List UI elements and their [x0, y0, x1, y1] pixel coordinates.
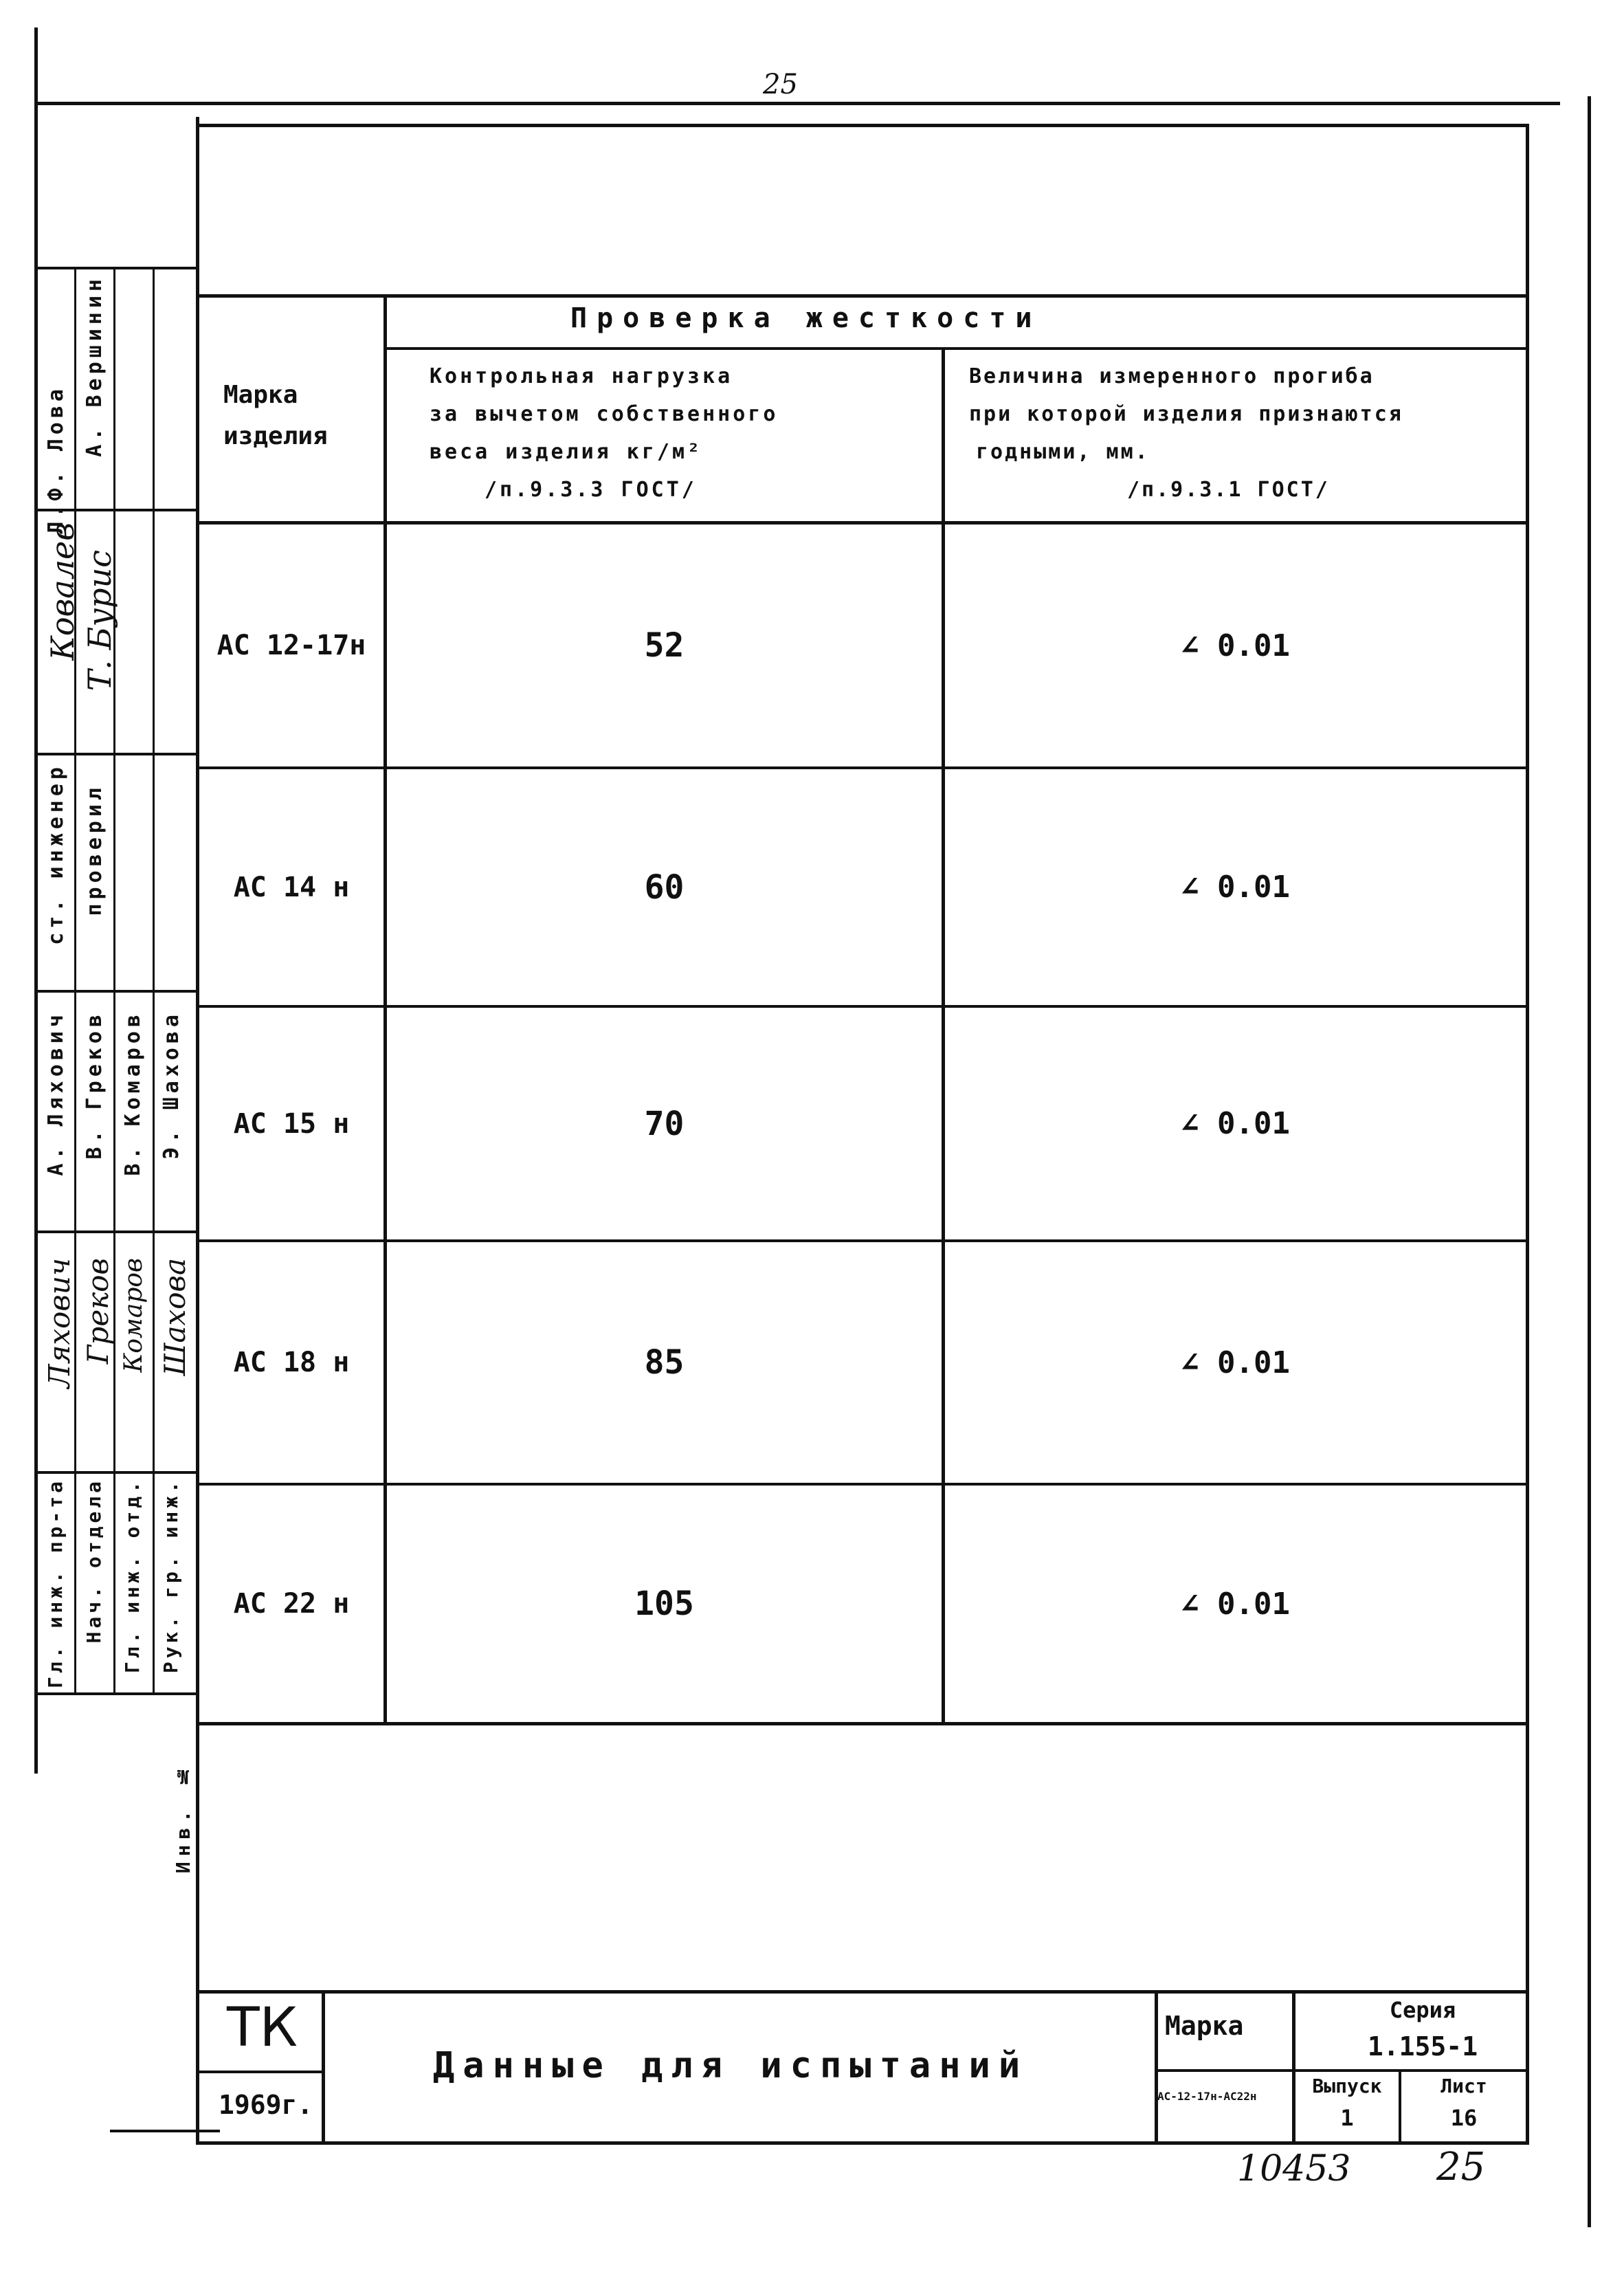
stamp-b5-line1: Ляхович	[43, 1258, 76, 1389]
table-bottom	[199, 1722, 1527, 1725]
row3-load: 70	[644, 1104, 685, 1143]
year: 1969г.	[219, 2090, 313, 2120]
stamp-b6-line2: Нач. отдела	[82, 1478, 105, 1644]
stamp-b3-line2: проверил	[82, 784, 107, 916]
page-number-top: 25	[763, 69, 798, 100]
archive-number: 10453	[1237, 2148, 1351, 2189]
row3-mark: АС 15 н	[233, 1107, 350, 1140]
titleblock-col-4	[1399, 2071, 1401, 2143]
stamp-div-4	[38, 1230, 196, 1233]
stamp-col-c	[153, 268, 155, 1695]
sheet-label: Лист	[1441, 2075, 1487, 2097]
load-header-line4: /п.9.3.3 ГОСТ/	[485, 478, 697, 502]
titleblock-col-1	[322, 1990, 325, 2145]
deflection-header-line1: Величина измеренного прогиба	[969, 364, 1375, 388]
issue-value: 1	[1340, 2105, 1354, 2131]
stamp-b5-line3: Комаров	[120, 1258, 148, 1373]
series-label: Серия	[1389, 1997, 1456, 2023]
group-header: Проверка жесткости	[570, 302, 1042, 334]
sheet-title: Данные для испытаний	[433, 2045, 1029, 2086]
stamp-b3-line1: ст. инженер	[44, 763, 68, 945]
row4-deflection: ∠ 0.01	[1181, 1345, 1290, 1380]
deflection-header-line4: /п.9.3.1 ГОСТ/	[1127, 478, 1330, 502]
stamp-b1-line1: Л.Ф. Лова	[44, 385, 68, 534]
row2-load: 60	[644, 868, 685, 907]
frame-left	[34, 27, 38, 1774]
stamp-b4-line3: В. Комаров	[121, 1011, 145, 1176]
load-header	[430, 357, 778, 509]
stamp-b7-line1: Инв. №	[172, 1760, 194, 1874]
stamp-div-3	[38, 990, 196, 993]
row2-deflection: ∠ 0.01	[1181, 870, 1290, 905]
row4-load: 85	[644, 1343, 685, 1382]
stamp-b5-line2: Греков	[81, 1258, 115, 1365]
stamp-b2-line2: Т. Бурис	[81, 550, 118, 692]
row3-deflection: ∠ 0.01	[1181, 1106, 1290, 1141]
row1-load: 52	[644, 626, 685, 665]
titleblock-col-2	[1155, 1990, 1158, 2145]
mark-header-line2: изделия	[223, 422, 328, 450]
load-header-line1: Контрольная нагрузка	[430, 364, 733, 388]
footer-page-number: 25	[1436, 2145, 1486, 2189]
stamp-top	[38, 267, 196, 269]
sheet-value: 16	[1450, 2105, 1478, 2131]
titleblock-top	[199, 1990, 1527, 1994]
frame-right	[1588, 96, 1591, 2227]
table-header-split	[385, 347, 1527, 350]
row4-mark: АС 18 н	[233, 1347, 350, 1378]
mark-header-line1: Марка	[223, 381, 298, 409]
row5-mark: АС 22 н	[233, 1588, 350, 1620]
table-top	[199, 294, 1527, 298]
titleblock-right-mid	[1155, 2069, 1527, 2072]
margin-tick	[110, 2130, 220, 2132]
titleblock-mid	[199, 2071, 323, 2073]
stamp-b5-line4: Шахова	[158, 1258, 192, 1376]
row5-load: 105	[634, 1585, 694, 1623]
stamp-b4-line4: Э. Шахова	[159, 1011, 183, 1160]
stamp-col-a	[74, 268, 76, 1695]
deflection-header-line2: при которой изделия признаются	[969, 402, 1403, 426]
mark-header	[223, 375, 328, 457]
main-frame-right	[1526, 124, 1529, 2145]
deflection-header-line3: годными, мм.	[976, 440, 1150, 464]
stamp-b4-line2: В. Греков	[82, 1011, 107, 1160]
row1-mark: АС 12-17н	[216, 630, 366, 661]
main-frame-top	[196, 124, 1529, 127]
stamp-b6-line1: Гл. инж. пр-та	[44, 1478, 67, 1689]
stamp-b6-line4: Рук. гр. инж.	[159, 1478, 182, 1674]
issue-label: Выпуск	[1312, 2075, 1382, 2097]
row5-deflection: ∠ 0.01	[1181, 1586, 1290, 1622]
stamp-b4-line1: А. Ляхович	[44, 1011, 68, 1176]
main-frame-bottom	[196, 2141, 1529, 2145]
stamp-b1-line2: А. Вершинин	[82, 275, 107, 457]
load-header-line3: веса изделия кг/м²	[430, 440, 703, 464]
frame-top	[34, 102, 1560, 105]
stamp-div-2	[38, 753, 196, 755]
stamp-b2-line1: Ковалев	[44, 522, 81, 661]
stamp-div-6	[38, 1692, 196, 1695]
row2-mark: АС 14 н	[233, 871, 350, 903]
load-header-line2: за вычетом собственного	[430, 402, 779, 426]
mark-label: Марка	[1165, 2011, 1244, 2041]
row1-deflection: ∠ 0.01	[1181, 628, 1290, 663]
series-value: 1.155-1	[1367, 2031, 1478, 2062]
stamp-div-5	[38, 1471, 196, 1474]
org-code: ТК	[227, 1997, 298, 2059]
deflection-header	[969, 357, 1403, 509]
mark-value: АС-12-17н-АС22н	[1157, 2090, 1257, 2103]
stamp-col-b	[113, 268, 115, 1695]
stamp-b6-line3: Гл. инж. отд.	[121, 1478, 144, 1674]
